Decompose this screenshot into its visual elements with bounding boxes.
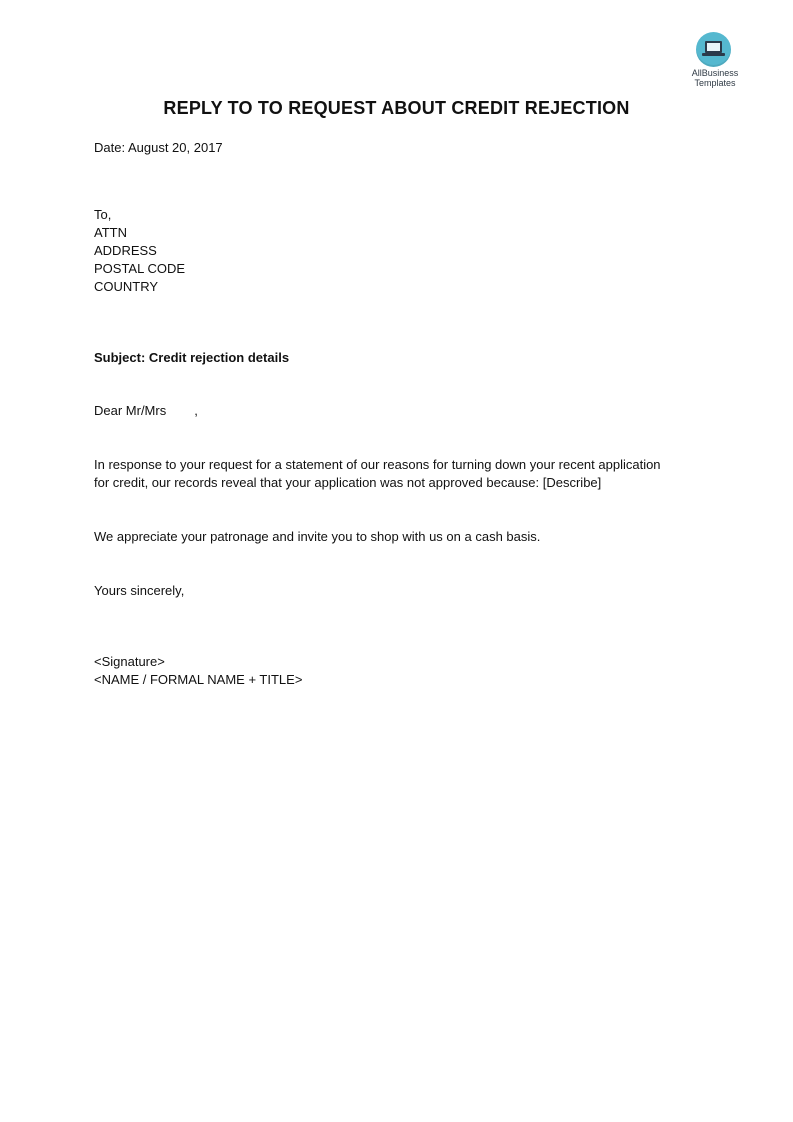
recipient-country: COUNTRY [94, 279, 159, 294]
brand-name-line2: Templates [694, 78, 736, 88]
recipient-postal-code: POSTAL CODE [94, 261, 186, 276]
salutation-suffix: , [194, 403, 198, 418]
recipient-address: ADDRESS [94, 243, 157, 258]
letter-closing: Yours sincerely, [94, 583, 185, 598]
signature-block [94, 653, 704, 689]
brand-logo [684, 32, 746, 92]
letter-date: Date: August 20, 2017 [94, 140, 223, 155]
signer-name: <NAME / FORMAL NAME + TITLE> [94, 672, 303, 687]
paragraph-line: for credit, our records reveal that your application was not approved because: [Describe] [94, 475, 602, 490]
recipient-to: To, [94, 207, 112, 222]
salutation-prefix: Dear Mr/Mrs [94, 403, 167, 418]
brand-name-line1: AllBusiness [691, 68, 739, 78]
logo-badge [696, 32, 731, 67]
recipient-attn: ATTN [94, 225, 127, 240]
recipient-block [94, 206, 704, 296]
signature-placeholder: <Signature> [94, 654, 165, 669]
letter-paragraph-reasons [94, 456, 694, 492]
letter-subject: Subject: Credit rejection details [94, 350, 290, 365]
brand-name [684, 68, 746, 88]
paragraph-line: In response to your request for a statement of our reasons for turning down your recent application [94, 457, 661, 472]
letter-salutation [94, 402, 704, 420]
letter-paragraph-patronage: We appreciate your patronage and invite you to shop with us on a cash basis. [94, 529, 541, 544]
document-title: REPLY TO TO REQUEST ABOUT CREDIT REJECTION [163, 98, 630, 118]
